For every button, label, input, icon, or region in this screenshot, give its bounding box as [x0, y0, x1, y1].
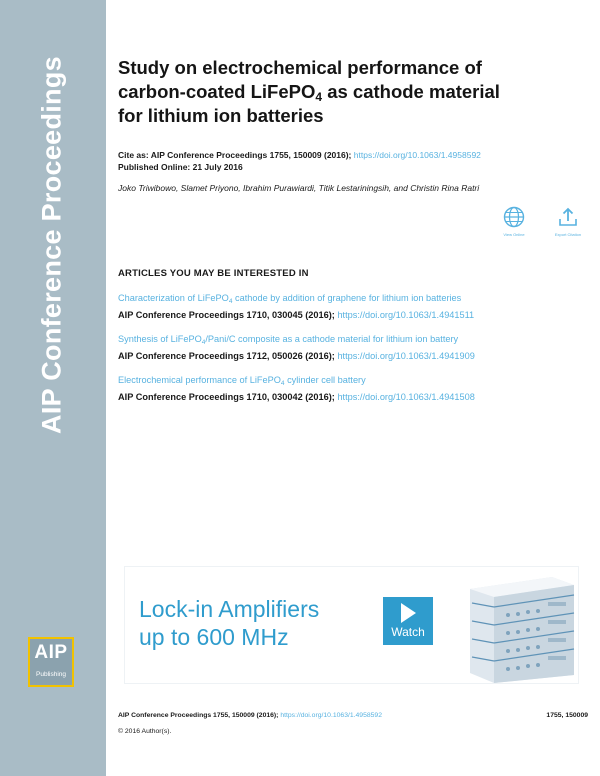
paper-title [118, 56, 578, 128]
journal-title: AIP Conference Proceedings [36, 56, 67, 434]
copyright: © 2016 Author(s). [118, 728, 172, 735]
article-cite: AIP Conference Proceedings 1712, 050026 (2016); [118, 351, 335, 361]
article-title-pre[interactable]: Electrochemical performance of LiFePO [118, 375, 281, 385]
article-citation [118, 348, 475, 365]
article-title-pre[interactable]: Characterization of LiFePO [118, 293, 229, 303]
export-citation-button[interactable] [538, 206, 598, 237]
view-online-label: View Online [503, 232, 525, 237]
article-title-sub[interactable]: 4 [280, 380, 285, 387]
cite-doi-link[interactable]: https://doi.org/10.1063/1.4958592 [353, 150, 481, 160]
globe-icon [503, 206, 525, 228]
article-title-sub[interactable]: 4 [228, 298, 233, 305]
cite-label: Cite as: AIP Conference Proceedings 1755, 150009 (2016); [118, 150, 352, 160]
export-icon [557, 206, 579, 228]
title-line-2 [118, 81, 500, 102]
footer-page-number: 1755, 150009 [546, 712, 588, 719]
article-citation [118, 389, 475, 406]
related-article [118, 290, 474, 324]
lock-in-amplifier-device-image [460, 571, 578, 683]
ad-headline [139, 595, 319, 651]
aip-publishing-logo[interactable] [28, 637, 74, 687]
article-doi-link[interactable]: https://doi.org/10.1063/1.4941511 [337, 310, 475, 320]
logo-text: AIP [34, 642, 68, 663]
article-title-post[interactable]: cylinder cell battery [284, 375, 366, 385]
citation [118, 150, 481, 161]
title-line-1: Study on electrochemical performance of [118, 57, 482, 78]
article-title-link[interactable] [118, 290, 474, 307]
footer-cite: AIP Conference Proceedings 1755, 150009 (2016); [118, 712, 279, 719]
related-article [118, 372, 475, 406]
section-heading: ARTICLES YOU MAY BE INTERESTED IN [118, 268, 309, 279]
export-citation-label: Export Citation [554, 232, 582, 237]
title-subscript: 4 [315, 90, 323, 104]
article-title-post[interactable]: cathode by addition of graphene for lithium ion batteries [232, 293, 462, 303]
title-line-2-post: as cathode material [322, 81, 500, 102]
watch-label: Watch [391, 625, 425, 639]
sidebar [0, 0, 106, 776]
view-online-button[interactable] [484, 206, 544, 237]
article-doi-link[interactable]: https://doi.org/10.1063/1.4941909 [337, 351, 475, 361]
article-title-link[interactable] [118, 372, 475, 389]
title-line-2-pre: carbon-coated LiFePO [118, 81, 316, 102]
ad-line-2: up to 600 MHz [139, 624, 289, 650]
authors: Joko Triwibowo, Slamet Priyono, Ibrahim Purawiardi, Titik Lestariningsih, and Christin Rina Ratri [118, 183, 480, 193]
article-cite: AIP Conference Proceedings 1710, 030042 (2016); [118, 392, 335, 402]
ad-line-1: Lock-in Amplifiers [139, 596, 320, 622]
advertisement-banner[interactable] [124, 566, 579, 684]
page-footer [118, 712, 588, 719]
published-date: Published Online: 21 July 2016 [118, 162, 243, 172]
article-title-link[interactable] [118, 331, 475, 348]
article-cite: AIP Conference Proceedings 1710, 030045 (2016); [118, 310, 335, 320]
watch-button[interactable] [383, 597, 433, 645]
title-line-3: for lithium ion batteries [118, 105, 324, 126]
article-title-pre[interactable]: Synthesis of LiFePO [118, 334, 202, 344]
footer-doi-link[interactable]: https://doi.org/10.1063/1.4958592 [280, 712, 382, 719]
play-icon [401, 603, 416, 623]
article-citation [118, 307, 474, 324]
article-title-post[interactable]: /Pani/C composite as a cathode material for lithium ion battery [205, 334, 459, 344]
related-article [118, 331, 475, 365]
article-doi-link[interactable]: https://doi.org/10.1063/1.4941508 [337, 392, 475, 402]
article-title-sub[interactable]: 4 [201, 339, 206, 346]
logo-subtext: Publishing [36, 671, 66, 678]
